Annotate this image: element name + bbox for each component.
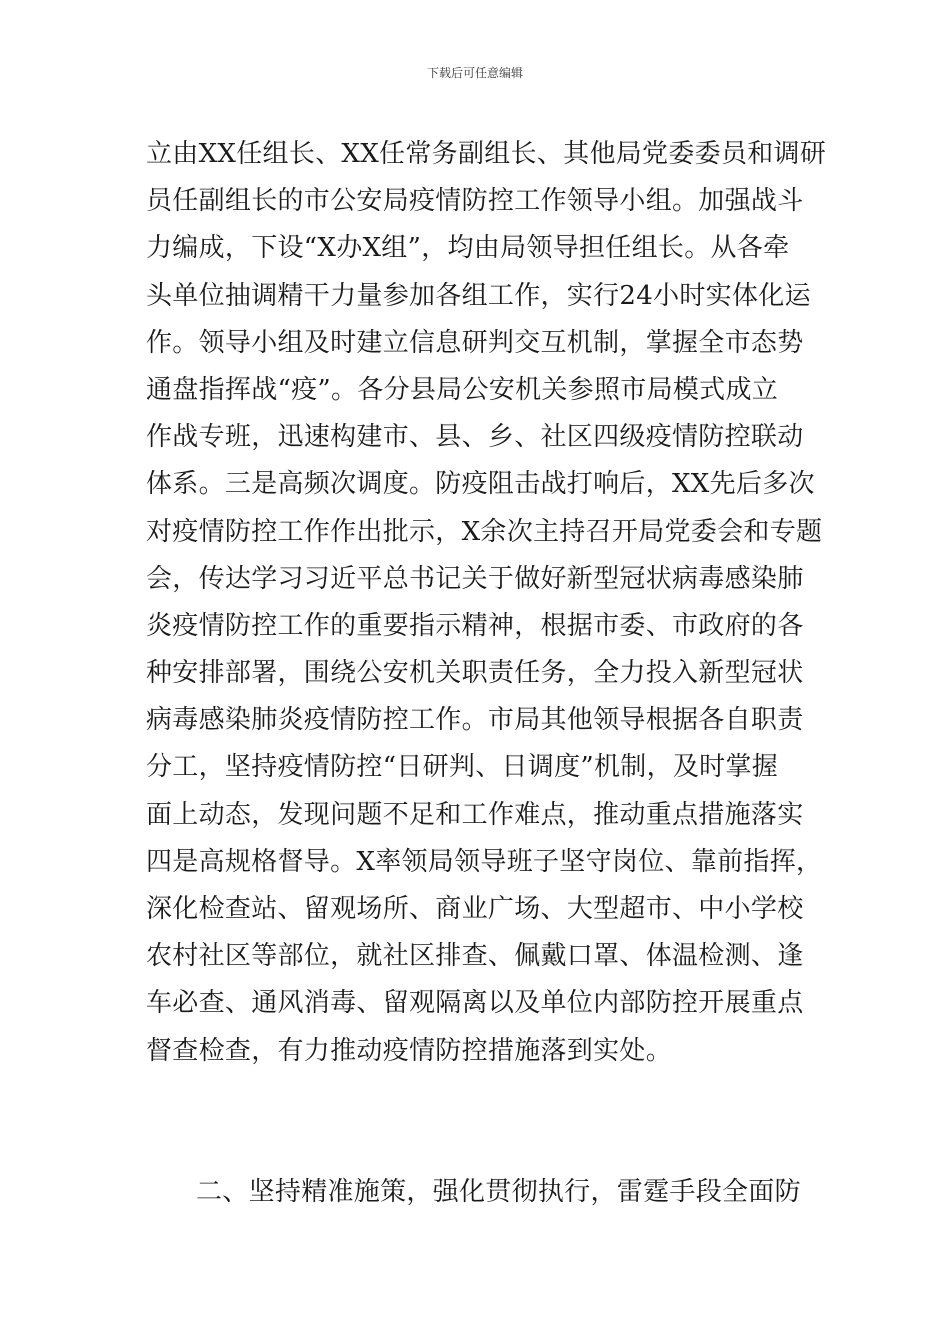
paragraph-line: 会，传达学习习近平总书记关于做好新型冠状病毒感染肺 (146, 563, 804, 594)
paragraph-line: 病毒感染肺炎疫情防控工作。市局其他领导根据各自职责 (146, 705, 804, 736)
paragraph-line: 对疫情防控工作作出批示，X余次主持召开局党委会和专题 (146, 516, 823, 547)
paragraph-line: 督查检查，有力推动疫情防控措施落到实处。 (146, 1035, 673, 1066)
paragraph-line: 种安排部署，围绕公安机关职责任务，全力投入新型冠状 (146, 658, 804, 689)
paragraph-line: 分工，坚持疫情防控“日研判、日调度”机制，及时掌握 (146, 752, 779, 783)
page-header: 下载后可任意编辑 (426, 66, 523, 80)
paragraph-line: 员任副组长的市公安局疫情防控工作领导小组。加强战斗 (146, 186, 804, 217)
paragraph-line: 力编成，下设“X办X组”，均由局领导担任组长。从各牵 (146, 233, 790, 264)
paragraph-line: 立由XX任组长、XX任常务副组长、其他局党委委员和调研 (146, 139, 827, 169)
paragraph-line: 作战专班，迅速构建市、县、乡、社区四级疫情防控联动 (146, 422, 804, 453)
paragraph-line: 头单位抽调精干力量参加各组工作，实行24小时实体化运 (146, 280, 811, 311)
paragraph-line: 四是高规格督导。X率领局领导班子坚守岗位、靠前指挥， (146, 846, 823, 877)
paragraph-line: 车必查、通风消毒、留观隔离以及单位内部防控开展重点 (146, 988, 804, 1019)
paragraph-line: 通盘指挥战“疫”。各分县局公安机关参照市局模式成立 (146, 374, 779, 405)
paragraph-line: 深化检查站、留观场所、商业广场、大型超市、中小学校 (146, 894, 804, 924)
paragraph-line: 面上动态，发现问题不足和工作难点，推动重点措施落实 (146, 799, 804, 830)
paragraph-line: 作。领导小组及时建立信息研判交互机制，掌握全市态势 (146, 327, 804, 358)
paragraph-line: 体系。三是高频次调度。防疫阻击战打响后，XX先后多次 (146, 469, 815, 500)
paragraph-line: 炎疫情防控工作的重要指示精神，根据市委、市政府的各 (146, 610, 804, 641)
body-paragraph (146, 131, 826, 1075)
paragraph-line: 农村社区等部位，就社区排查、佩戴口罩、体温检测、逢 (146, 941, 804, 972)
section-heading: 二、坚持精准施策，强化贯彻执行，雷霆手段全面防 (196, 1177, 801, 1207)
